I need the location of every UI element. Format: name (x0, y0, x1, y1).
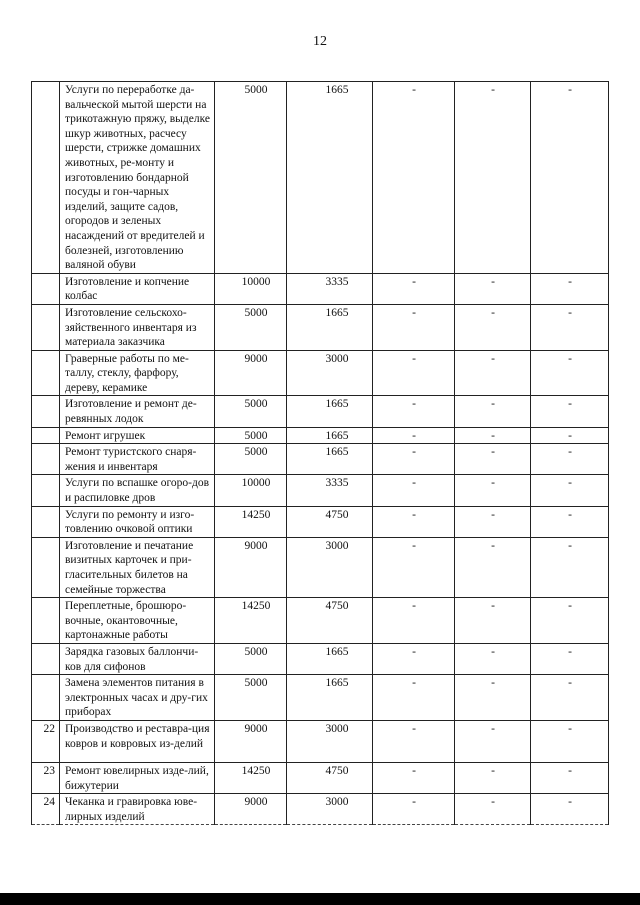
table-row (32, 396, 609, 427)
cell-number: 22 (32, 720, 60, 762)
cell-rate-e: - (531, 82, 609, 274)
cell-rate-a: 14250 (215, 762, 287, 793)
cell-rate-d: - (455, 506, 531, 537)
cell-service: Изготовление сельскохо-зяйственного инвентаря из материала заказчика (60, 304, 215, 350)
cell-rate-d: - (455, 537, 531, 597)
cell-rate-d: - (455, 304, 531, 350)
table-row (32, 427, 609, 444)
cell-service: Замена элементов питания в электронных часах и дру-гих приборах (60, 675, 215, 721)
cell-number (32, 537, 60, 597)
cell-rate-d: - (455, 762, 531, 793)
cell-service: Производство и реставра-ция ковров и ковровых из-делий (60, 720, 215, 762)
cell-rate-e: - (531, 304, 609, 350)
cell-number (32, 675, 60, 721)
table-row (32, 762, 609, 793)
table-row (32, 350, 609, 396)
cell-rate-c: - (373, 444, 455, 475)
cell-rate-e: - (531, 720, 609, 762)
page-number: 12 (313, 34, 327, 49)
cell-number (32, 396, 60, 427)
cell-rate-d: - (455, 794, 531, 825)
cell-rate-e: - (531, 273, 609, 304)
cell-rate-a: 9000 (215, 720, 287, 762)
cell-rate-c: - (373, 720, 455, 762)
cell-rate-e: - (531, 427, 609, 444)
cell-rate-c: - (373, 643, 455, 674)
cell-rate-c: - (373, 598, 455, 644)
cell-rate-d: - (455, 720, 531, 762)
cell-rate-b: 1665 (287, 444, 373, 475)
cell-rate-d: - (455, 475, 531, 506)
table-row (32, 475, 609, 506)
cell-rate-b: 1665 (287, 643, 373, 674)
cell-rate-e: - (531, 444, 609, 475)
cell-service: Услуги по вспашке огоро-дов и распиловке дров (60, 475, 215, 506)
table-row (32, 273, 609, 304)
table-row (32, 304, 609, 350)
table-row (32, 794, 609, 825)
cell-rate-a: 10000 (215, 475, 287, 506)
cell-rate-c: - (373, 82, 455, 274)
cell-rate-a: 5000 (215, 643, 287, 674)
cell-service: Ремонт туристского снаря-жения и инвентаря (60, 444, 215, 475)
cell-rate-e: - (531, 675, 609, 721)
cell-rate-a: 9000 (215, 794, 287, 825)
cell-service: Чеканка и гравировка юве-лирных изделий (60, 794, 215, 825)
cell-rate-e: - (531, 598, 609, 644)
cell-rate-a: 10000 (215, 273, 287, 304)
cell-rate-d: - (455, 675, 531, 721)
cell-rate-b: 3335 (287, 475, 373, 506)
cell-rate-c: - (373, 537, 455, 597)
cell-service: Зарядка газовых баллончи-ков для сифонов (60, 643, 215, 674)
cell-rate-b: 3000 (287, 794, 373, 825)
cell-number (32, 643, 60, 674)
cell-rate-c: - (373, 396, 455, 427)
cell-service: Услуги по ремонту и изго-товлению очковой оптики (60, 506, 215, 537)
cell-rate-c: - (373, 273, 455, 304)
cell-rate-b: 3000 (287, 720, 373, 762)
cell-number (32, 304, 60, 350)
cell-rate-a: 9000 (215, 350, 287, 396)
cell-rate-c: - (373, 675, 455, 721)
cell-rate-b: 1665 (287, 675, 373, 721)
cell-rate-b: 4750 (287, 762, 373, 793)
cell-rate-d: - (455, 396, 531, 427)
cell-number (32, 598, 60, 644)
cell-rate-e: - (531, 506, 609, 537)
cell-rate-e: - (531, 794, 609, 825)
cell-rate-d: - (455, 427, 531, 444)
table-body (32, 82, 609, 825)
cell-number (32, 506, 60, 537)
cell-number (32, 350, 60, 396)
cell-rate-e: - (531, 475, 609, 506)
cell-rate-a: 5000 (215, 396, 287, 427)
table-row (32, 675, 609, 721)
cell-number: 23 (32, 762, 60, 793)
cell-rate-e: - (531, 762, 609, 793)
table-row (32, 506, 609, 537)
table-row (32, 537, 609, 597)
cell-rate-a: 5000 (215, 444, 287, 475)
cell-rate-a: 5000 (215, 304, 287, 350)
table-row (32, 82, 609, 274)
table-row (32, 444, 609, 475)
cell-rate-b: 1665 (287, 396, 373, 427)
scan-bottom-edge (0, 893, 640, 905)
cell-rate-a: 5000 (215, 675, 287, 721)
cell-rate-c: - (373, 304, 455, 350)
cell-service: Услуги по переработке да-вальческой мытой шерсти на трикотажную пряжу, выделке шкур животных, расчесу шерсти, стрижке домашних животных, ре-монту и изготовлению бондарной посуды и гон-чарных изделий, защите садов, огородов и зеленых насаждений от вредителей и болезней, изготовлению валяной обуви (60, 82, 215, 274)
table-row (32, 598, 609, 644)
cell-number (32, 273, 60, 304)
cell-rate-d: - (455, 350, 531, 396)
cell-rate-b: 4750 (287, 598, 373, 644)
cell-service: Переплетные, брошюро-вочные, окантовочные, картонажные работы (60, 598, 215, 644)
cell-rate-a: 14250 (215, 598, 287, 644)
cell-rate-e: - (531, 396, 609, 427)
cell-rate-e: - (531, 350, 609, 396)
cell-rate-a: 5000 (215, 427, 287, 444)
cell-service: Ремонт игрушек (60, 427, 215, 444)
cell-rate-e: - (531, 643, 609, 674)
cell-rate-a: 9000 (215, 537, 287, 597)
cell-service: Граверные работы по ме-таллу, стеклу, фарфору, дереву, керамике (60, 350, 215, 396)
cell-rate-a: 5000 (215, 82, 287, 274)
cell-rate-d: - (455, 82, 531, 274)
cell-number (32, 427, 60, 444)
service-fee-table (31, 81, 609, 825)
cell-service: Изготовление и копчение колбас (60, 273, 215, 304)
cell-number (32, 475, 60, 506)
cell-rate-c: - (373, 427, 455, 444)
cell-rate-c: - (373, 794, 455, 825)
cell-rate-b: 4750 (287, 506, 373, 537)
cell-service: Ремонт ювелирных изде-лий, бижутерии (60, 762, 215, 793)
cell-number (32, 444, 60, 475)
cell-rate-c: - (373, 762, 455, 793)
cell-rate-d: - (455, 643, 531, 674)
cell-rate-c: - (373, 506, 455, 537)
cell-service: Изготовление и ремонт де-ревянных лодок (60, 396, 215, 427)
cell-rate-a: 14250 (215, 506, 287, 537)
cell-number (32, 82, 60, 274)
cell-service: Изготовление и печатание визитных карточек и при-гласительных билетов на семейные торжества (60, 537, 215, 597)
cell-rate-b: 1665 (287, 427, 373, 444)
table-row (32, 643, 609, 674)
cell-rate-d: - (455, 598, 531, 644)
cell-rate-b: 1665 (287, 304, 373, 350)
cell-rate-b: 3335 (287, 273, 373, 304)
table-row (32, 720, 609, 762)
cell-rate-c: - (373, 350, 455, 396)
cell-rate-b: 1665 (287, 82, 373, 274)
cell-rate-d: - (455, 444, 531, 475)
cell-rate-d: - (455, 273, 531, 304)
cell-rate-e: - (531, 537, 609, 597)
cell-number: 24 (32, 794, 60, 825)
cell-rate-b: 3000 (287, 537, 373, 597)
cell-rate-c: - (373, 475, 455, 506)
cell-rate-b: 3000 (287, 350, 373, 396)
